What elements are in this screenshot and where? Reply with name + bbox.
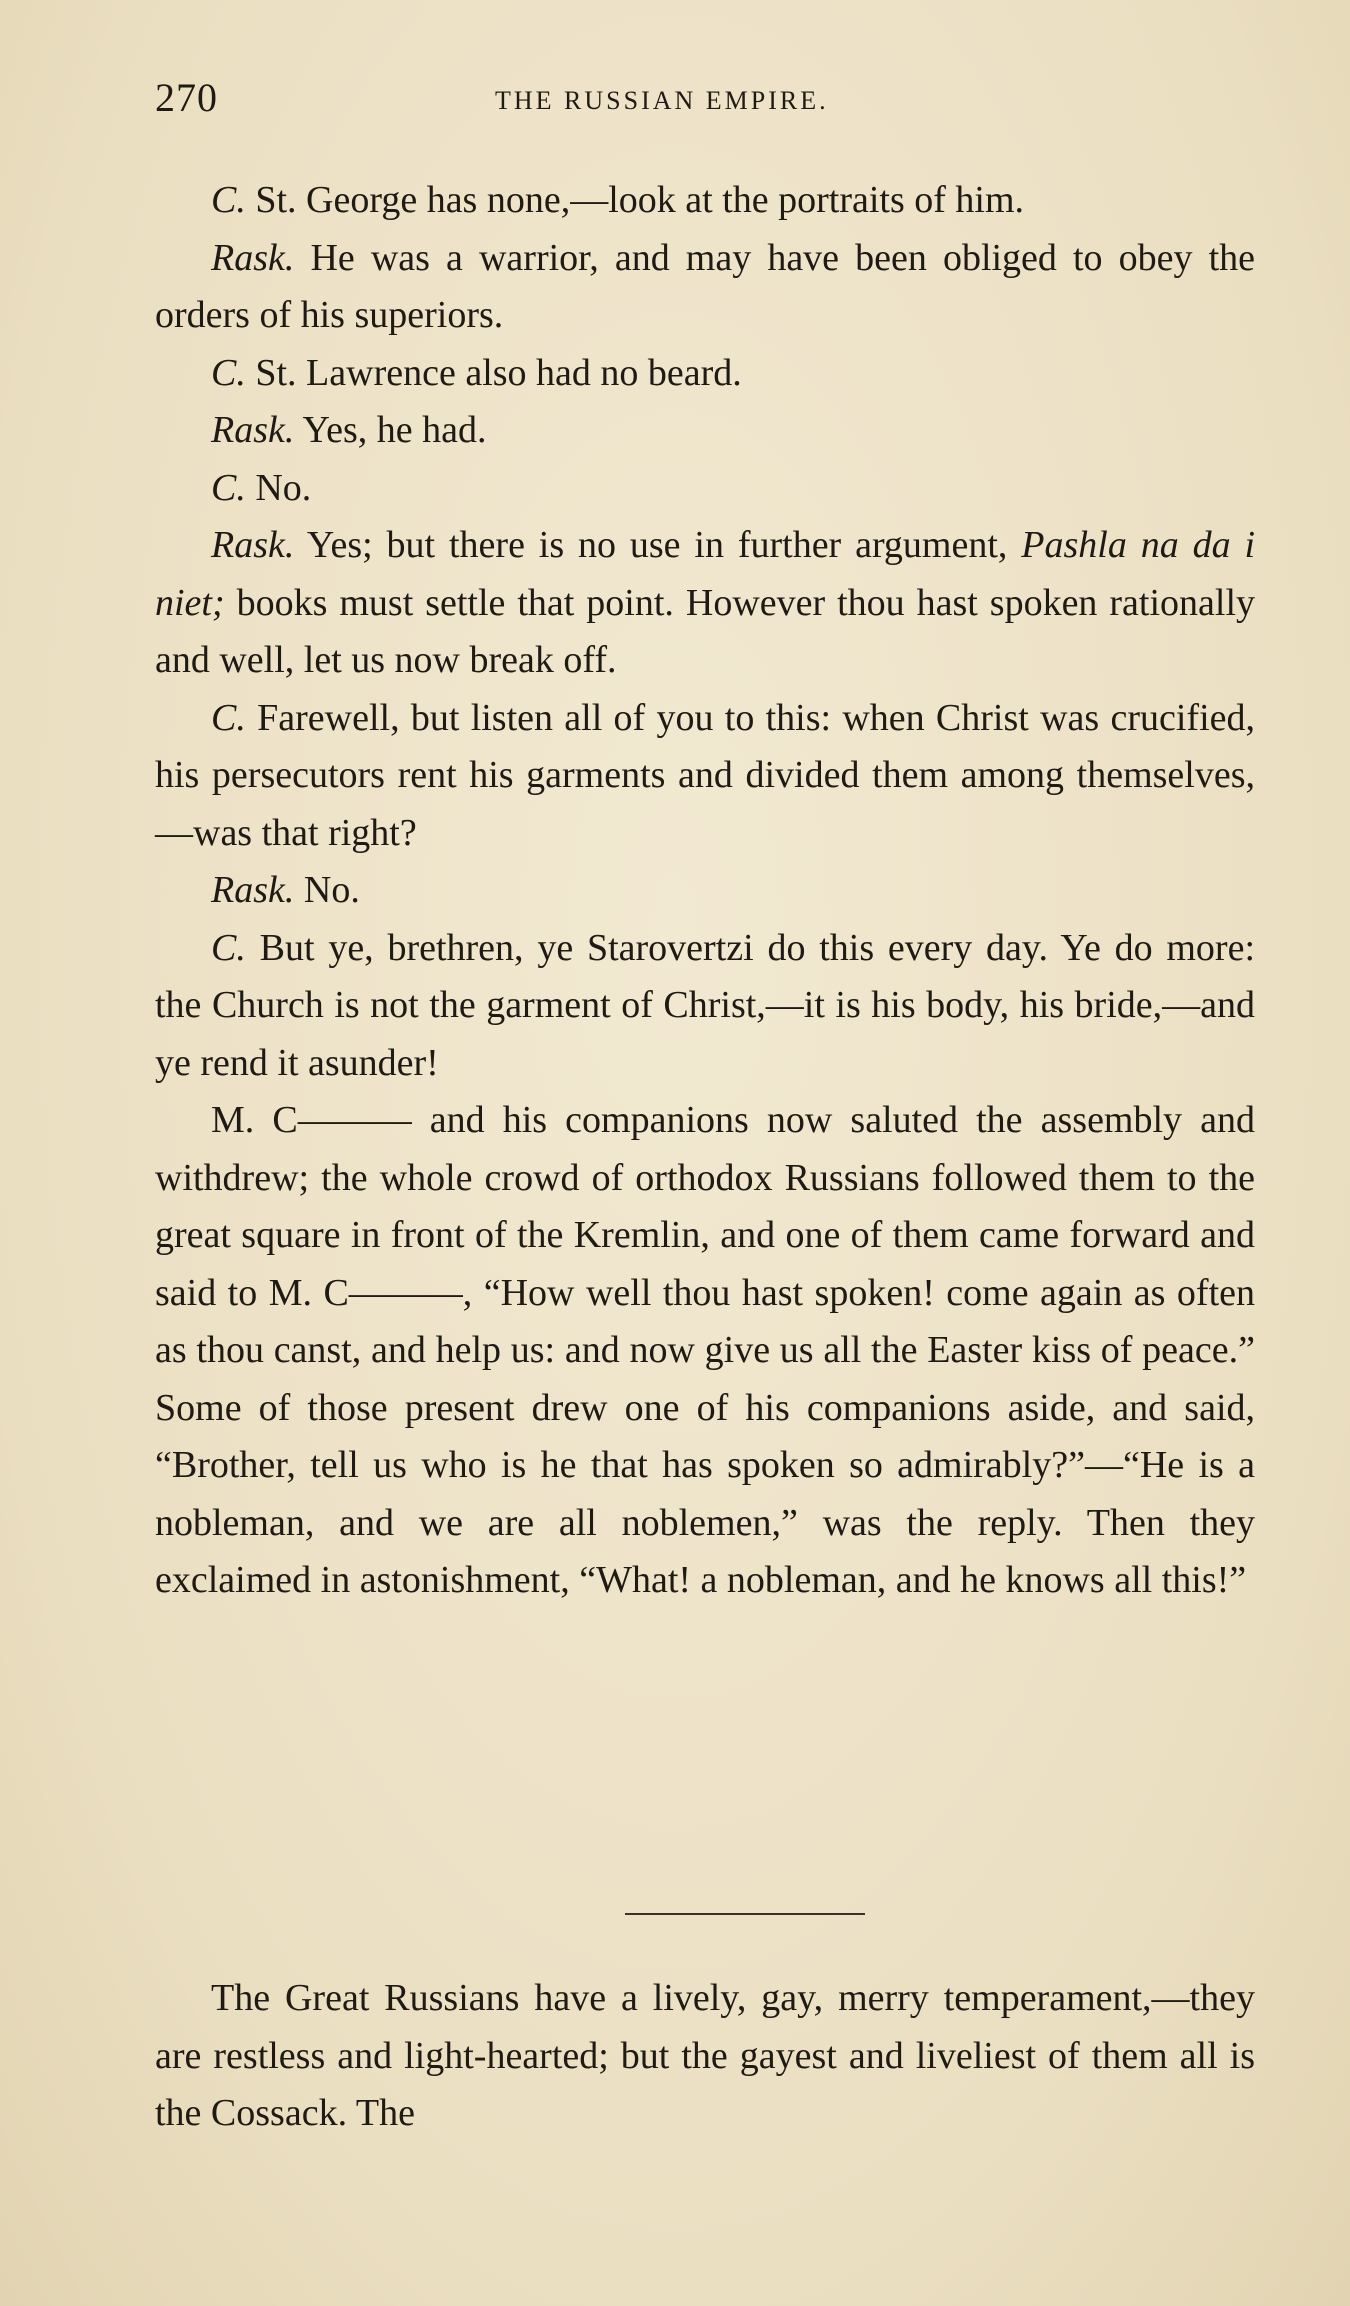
dialogue-line — [155, 460, 1255, 518]
russian-phrase: Pashla na da i niet; — [155, 524, 1255, 624]
dialogue-line — [155, 230, 1255, 345]
dialogue-text: No. — [255, 466, 312, 509]
dialogue-line — [155, 690, 1255, 863]
speaker-label: Rask. — [211, 236, 295, 279]
speaker-label: Rask. — [211, 869, 295, 911]
dialogue-text: He was a warrior, and may have been obliged to obey the orders of his superiors. — [155, 236, 1256, 336]
closing-section — [155, 1970, 1255, 2143]
dialogue-line — [155, 345, 1255, 403]
speaker-label: C. — [211, 926, 246, 969]
dialogue-text: Yes; but there is no use in further argument, — [306, 524, 1008, 566]
dialogue-text: St. George has none,—look at the portraits of him. — [255, 179, 1025, 221]
closing-paragraph: The Great Russians have a lively, gay, merry temperament,—they are restless and light-hearted; but the gayest and liveliest of them all is the Cossack. The — [155, 1977, 1255, 2134]
speaker-label: Rask. — [211, 524, 295, 566]
speaker-label: C. — [211, 179, 246, 221]
speaker-label: C. — [211, 351, 246, 394]
dialogue-text: No. — [303, 869, 360, 911]
page-number: 270 — [155, 75, 218, 120]
dialogue-line — [155, 862, 1255, 920]
dialogue-text: St. Lawrence also had no beard. — [255, 351, 742, 394]
dialogue-line — [155, 402, 1255, 460]
dialogue-text-continued: books must settle that point. However thou hast spoken rationally and well, let us now break off. — [155, 581, 1256, 681]
narrative-paragraph: M. C——— and his companions now saluted the assembly and withdrew; the whole crowd of orthodox Russians followed them to the great square in front of the Kremlin, and one of them came forward and said to M. C———, “How well thou hast spoken! come again as often as thou canst, and help us: and now give us all the Easter kiss of peace.” Some of those present drew one of his companions aside, and said, “Brother, tell us who is he that has spoken so admirably?”—“He is a nobleman, and we are all noblemen,” was the reply. Then they exclaimed in astonishment, “What! a nobleman, and he knows all this!” — [155, 1099, 1255, 1601]
section-divider — [625, 1913, 865, 1915]
dialogue-line — [155, 172, 1255, 230]
running-head: THE RUSSIAN EMPIRE. — [495, 86, 829, 115]
speaker-label: C. — [211, 466, 246, 509]
dialogue-text: But ye, brethren, ye Starovertzi do this every day. Ye do more: the Church is not the garment of Christ,—it is his body, his bride,—and ye rend it asunder! — [155, 926, 1256, 1084]
page-header — [155, 74, 1255, 124]
dialogue-line — [155, 920, 1255, 1093]
dialogue-text: Farewell, but listen all of you to this: when Christ was crucified, his persecutors rent his garments and divided them among themselves,—was that right? — [155, 696, 1255, 854]
dialogue-line — [155, 517, 1255, 690]
dialogue-section — [155, 172, 1255, 1610]
dialogue-text: Yes, he had. — [302, 409, 487, 451]
speaker-label: C. — [211, 696, 246, 739]
speaker-label: Rask. — [211, 409, 295, 451]
